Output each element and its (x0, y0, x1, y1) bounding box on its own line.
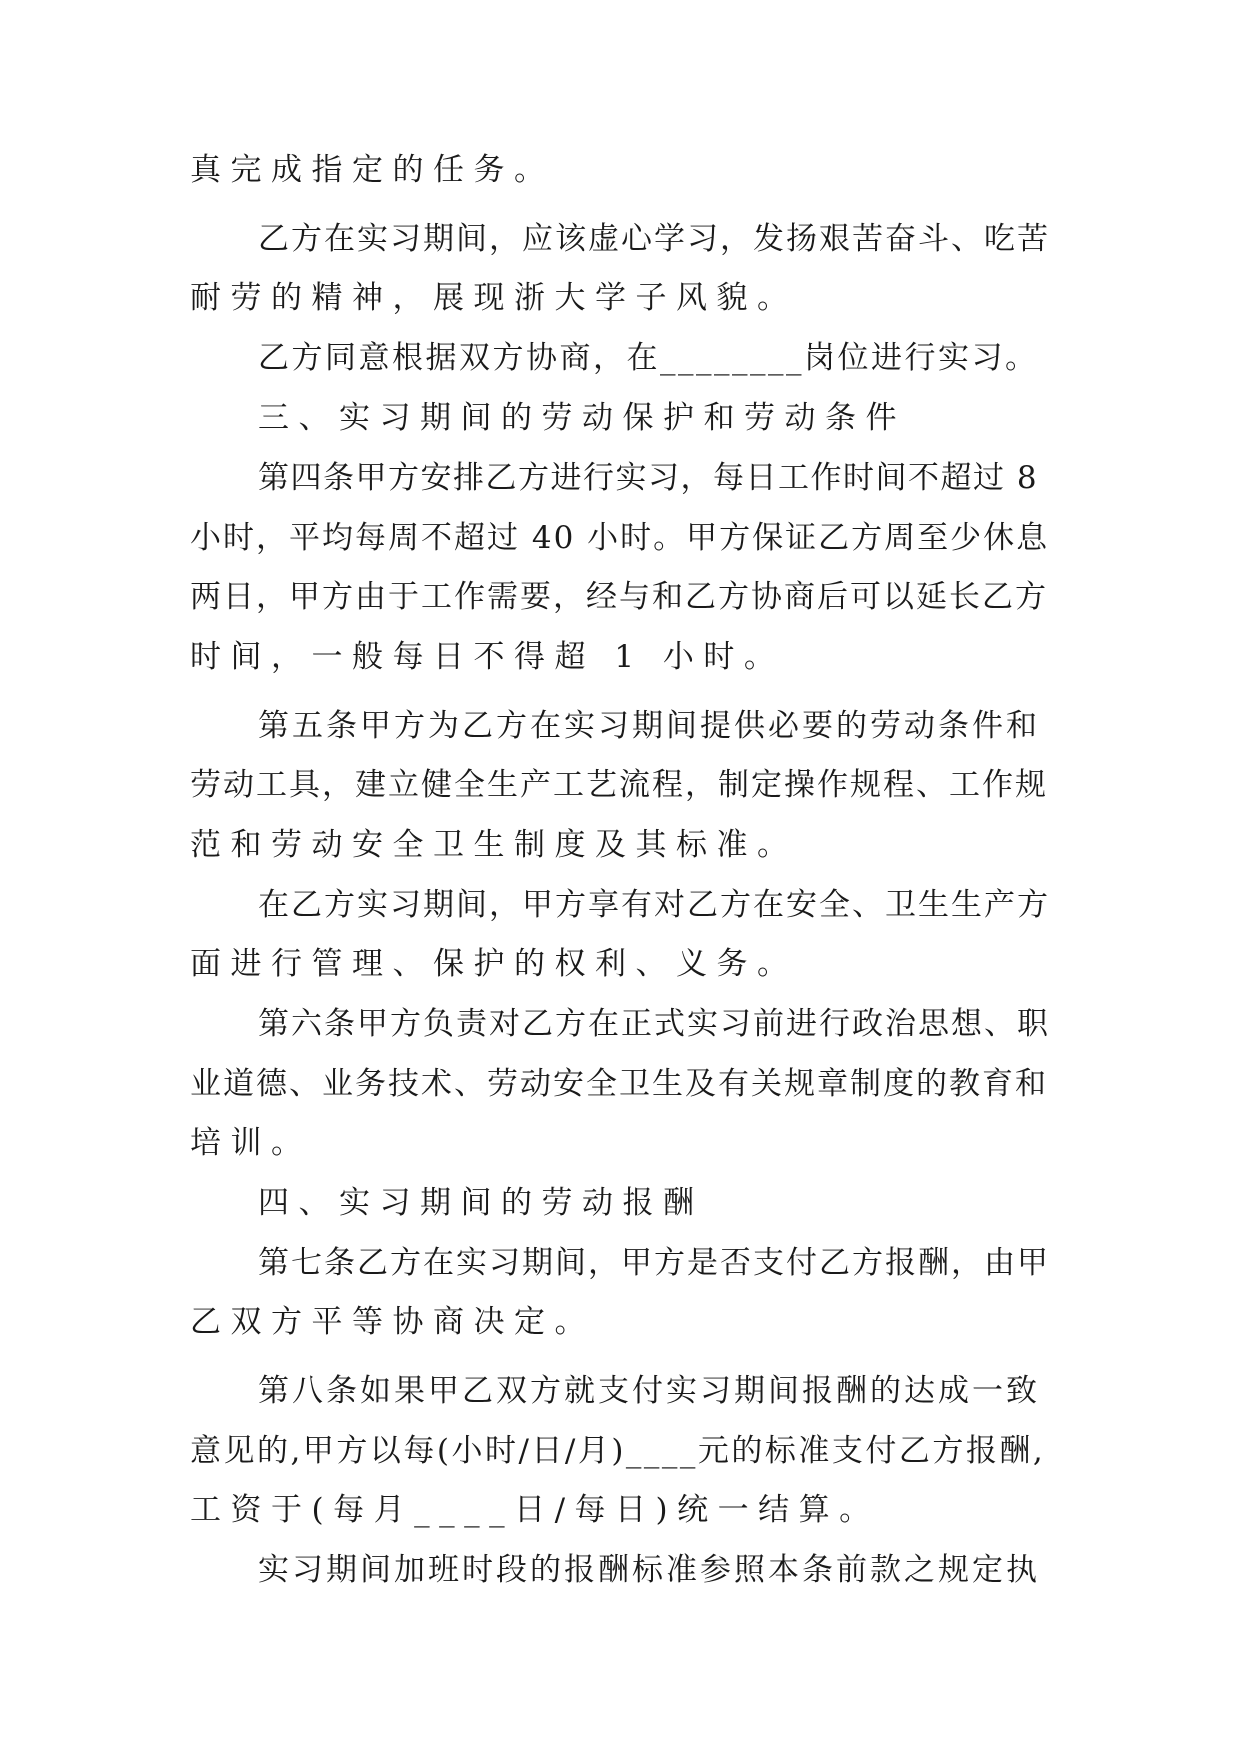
text-line: 耐劳的精神，展现浙大学子风貌。 (190, 280, 798, 316)
section-heading: 三、实习期间的劳动保护和劳动条件 (258, 400, 906, 436)
text-line: 面进行管理、保护的权利、义务。 (190, 946, 798, 982)
text-line: 实习期间加班时段的报酬标准参照本条前款之规定执 (258, 1552, 1040, 1588)
text-line: 乙双方平等协商决定。 (190, 1304, 595, 1340)
text-line: 乙方同意根据双方协商，在________岗位进行实习。 (258, 340, 1039, 376)
text-line: 意见的,甲方以每(小时/日/月)____元的标准支付乙方报酬, (190, 1433, 1046, 1469)
text-line: 两日，甲方由于工作需要，经与和乙方协商后可以延长乙方 (190, 579, 1048, 615)
text-line: 业道德、业务技术、劳动安全卫生及有关规章制度的教育和 (190, 1066, 1048, 1102)
text-line: 第五条甲方为乙方在实习期间提供必要的劳动条件和 (258, 708, 1040, 744)
text-line: 第四条甲方安排乙方进行实习，每日工作时间不超过 8 (258, 460, 1039, 496)
text-line: 时间，一般每日不得超 1 小时。 (190, 639, 785, 675)
text-line: 范和劳动安全卫生制度及其标准。 (190, 827, 798, 863)
text-line: 小时，平均每周不超过 40 小时。甲方保证乙方周至少休息 (190, 520, 1050, 556)
text-line: 第七条乙方在实习期间，甲方是否支付乙方报酬，由甲 (258, 1245, 1050, 1281)
text-line: 乙方在实习期间，应该虚心学习，发扬艰苦奋斗、吃苦 (258, 221, 1050, 257)
text-line: 在乙方实习期间，甲方享有对乙方在安全、卫生生产方 (258, 887, 1050, 923)
text-line: 培训。 (190, 1125, 312, 1161)
text-line: 第八条如果甲乙双方就支付实习期间报酬的达成一致 (258, 1373, 1040, 1409)
section-heading: 四、实习期间的劳动报酬 (258, 1185, 704, 1221)
text-line: 劳动工具，建立健全生产工艺流程，制定操作规程、工作规 (190, 767, 1048, 803)
text-line: 真完成指定的任务。 (190, 152, 555, 188)
text-line: 第六条甲方负责对乙方在正式实习前进行政治思想、职 (258, 1006, 1050, 1042)
text-line: 工资于(每月____日/每日)统一结算。 (190, 1492, 880, 1528)
